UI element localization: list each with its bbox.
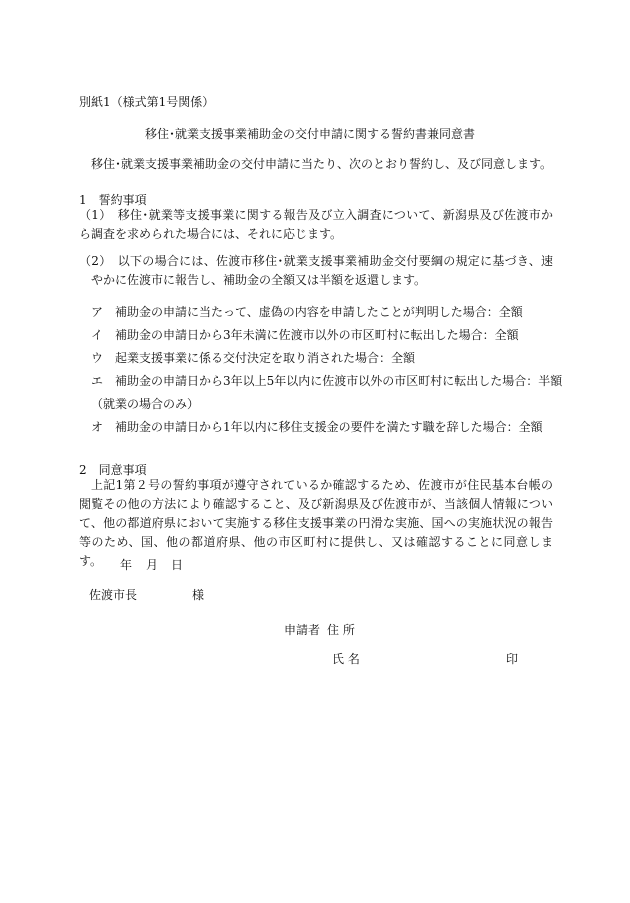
case-o: オ 補助金の申請日から1年以内に移住支援金の要件を満たす職を辞した場合：全額 — [91, 420, 543, 434]
case-e-note: （就業の場合のみ） — [91, 397, 200, 411]
applicant-label: 申請者 — [284, 623, 321, 637]
seal-mark: 印 — [506, 652, 519, 666]
consent-body: 上記1第２号の誓約事項が遵守されているか確認するため、佐渡市が住民基本台帳の閲覧その他の方法により確認すること、及び新潟県及び佐渡市が、当該個人情報について、他の都道府県において実施する移住支援事業の円滑な実施、国への実施状況の報告等のため、国、他の都道府県、他の市区町村に提供し、又は確認することに同意します。 — [79, 478, 553, 568]
section2-heading: 2 同意事項 — [79, 463, 147, 477]
oath-item-1: （1） 移住･就業等支援事業に関する報告及び立入調査について、新潟県及び佐渡市から調査を求められた場合には、それに応じます。 — [79, 208, 553, 241]
applicant-address-label: 住 所 — [327, 623, 355, 637]
case-u: ウ 起業支援事業に係る交付決定を取り消された場合：全額 — [91, 351, 416, 365]
case-i: イ 補助金の申請日から3年未満に佐渡市以外の市区町村に転出した場合：全額 — [91, 328, 519, 342]
oath-item-2: （2） 以下の場合には、佐渡市移住･就業支援事業補助金交付要綱の規定に基づき、速やかに佐渡市に報告し、補助金の全額又は半額を返還します。 — [79, 254, 553, 287]
applicant-name-label: 氏 名 — [332, 652, 360, 666]
case-a: ア 補助金の申請に当たって、虚偽の内容を申請したことが判明した場合：全額 — [91, 305, 523, 319]
date-day: 日 — [171, 558, 184, 572]
date-year: 年 — [120, 558, 133, 572]
date-month: 月 — [146, 558, 159, 572]
intro-text: 移住･就業支援事業補助金の交付申請に当たり、次のとおり誓約し、及び同意します。 — [91, 157, 553, 171]
addressee-suffix: 様 — [192, 588, 205, 602]
case-e: エ 補助金の申請日から3年以上5年以内に佐渡市以外の市区町村に転出した場合：半額 — [91, 374, 563, 388]
document-title: 移住･就業支援事業補助金の交付申請に関する誓約書兼同意書 — [145, 127, 476, 141]
section1-heading: 1 誓約事項 — [79, 193, 147, 207]
attachment-label: 別紙1（様式第1号関係） — [79, 95, 215, 109]
addressee-name: 佐渡市長 — [89, 588, 138, 602]
